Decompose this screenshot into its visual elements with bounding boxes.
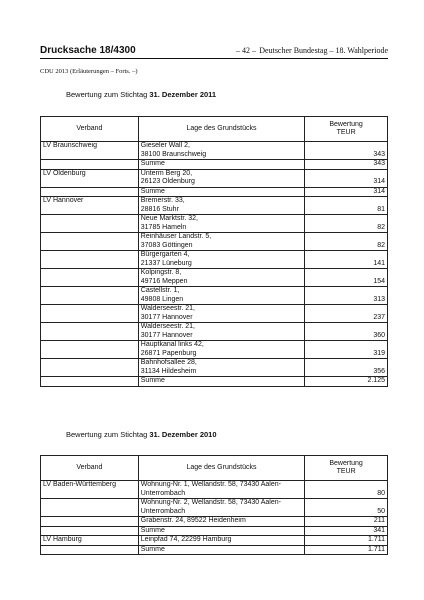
cell-lage: Unterm Berg 20, 26123 Oldenburg [138, 169, 304, 187]
column-header-lage: Lage des Grundstücks [138, 117, 304, 142]
cell-lage: Leinpfad 74, 22299 Hamburg [138, 536, 304, 546]
cell-bewertung: 50 [305, 499, 388, 517]
cell-lage: Summe [138, 377, 304, 387]
page-number: – 42 – [236, 46, 256, 55]
cell-verband: LV Oldenburg [41, 169, 139, 187]
continuation-note: CDU 2013 (Erläuterungen – Forts. –) [40, 68, 138, 75]
cell-verband [41, 499, 139, 517]
table-row [41, 169, 388, 187]
column-header-verband: Verband [41, 117, 139, 142]
cell-bewertung: 314 [305, 187, 388, 197]
cell-lage: Grabenstr. 24, 89522 Heidenheim [138, 517, 304, 527]
valuation-table-2010 [40, 455, 388, 555]
cell-verband: LV Hannover [41, 197, 139, 215]
cell-bewertung: 82 [305, 233, 388, 251]
cell-lage: Neue Marktstr. 32, 31785 Hameln [138, 215, 304, 233]
cell-lage: Summe [138, 545, 304, 555]
cell-verband [41, 287, 139, 305]
cell-verband [41, 251, 139, 269]
cell-lage: Walderseestr. 21, 30177 Hannover [138, 305, 304, 323]
cell-lage: Wohnung-Nr. 2, Wellandstr. 58, 73430 Aalen- Unterrombach [138, 499, 304, 517]
cell-lage: Kolpingstr. 8, 49716 Meppen [138, 269, 304, 287]
page-header [40, 46, 388, 59]
cell-bewertung: 81 [305, 197, 388, 215]
table-caption-2010: Bewertung zum Stichtag 31. Dezember 2010 [66, 430, 217, 439]
cell-verband [41, 359, 139, 377]
cell-bewertung: 154 [305, 269, 388, 287]
table-row [41, 305, 388, 323]
table-row [41, 142, 388, 160]
cell-lage: Summe [138, 187, 304, 197]
table-caption-2011: Bewertung zum Stichtag 31. Dezember 2011 [66, 90, 217, 99]
table-row [41, 341, 388, 359]
cell-verband [41, 187, 139, 197]
cell-verband [41, 160, 139, 170]
table-row [41, 187, 388, 197]
cell-bewertung: 82 [305, 215, 388, 233]
cell-bewertung: 343 [305, 142, 388, 160]
cell-lage: Bahnhofsallee 28, 31134 Hildesheim [138, 359, 304, 377]
table-row [41, 197, 388, 215]
cell-bewertung: 356 [305, 359, 388, 377]
table-row [41, 481, 388, 499]
table-row [41, 536, 388, 546]
table-row [41, 517, 388, 527]
cell-bewertung: 1.711 [305, 545, 388, 555]
cell-bewertung: 343 [305, 160, 388, 170]
table-row [41, 545, 388, 555]
cell-bewertung: 313 [305, 287, 388, 305]
cell-verband [41, 377, 139, 387]
table-row [41, 160, 388, 170]
table-row [41, 499, 388, 517]
cell-verband [41, 526, 139, 536]
table-row [41, 215, 388, 233]
cell-verband: LV Hamburg [41, 536, 139, 546]
cell-verband [41, 233, 139, 251]
cell-verband: LV Baden-Württemberg [41, 481, 139, 499]
parliament-label: Deutscher Bundestag – 18. Wahlperiode [259, 46, 388, 55]
table-row [41, 377, 388, 387]
cell-lage: Bremerstr. 33, 28816 Stuhr [138, 197, 304, 215]
table-row [41, 251, 388, 269]
cell-lage: Hauptkanal links 42, 26871 Papenburg [138, 341, 304, 359]
cell-bewertung: 2.125 [305, 377, 388, 387]
cell-lage: Summe [138, 160, 304, 170]
column-header-lage: Lage des Grundstücks [138, 456, 304, 481]
table-row [41, 359, 388, 377]
cell-verband [41, 517, 139, 527]
cell-bewertung: 80 [305, 481, 388, 499]
document-number: Drucksache 18/4300 [40, 45, 136, 56]
table-row [41, 233, 388, 251]
column-header-bewertung: Bewertung TEUR [305, 456, 388, 481]
cell-verband: LV Braunschweig [41, 142, 139, 160]
cell-lage: Gieseler Wall 2, 38100 Braunschweig [138, 142, 304, 160]
table-row [41, 287, 388, 305]
cell-lage: Walderseestr. 21, 30177 Hannover [138, 323, 304, 341]
cell-lage: Wohnung-Nr. 1, Wellandstr. 58, 73430 Aalen- Unterrombach [138, 481, 304, 499]
cell-bewertung: 237 [305, 305, 388, 323]
cell-lage: Summe [138, 526, 304, 536]
cell-bewertung: 341 [305, 526, 388, 536]
cell-bewertung: 314 [305, 169, 388, 187]
table-row [41, 526, 388, 536]
cell-bewertung: 141 [305, 251, 388, 269]
cell-verband [41, 305, 139, 323]
cell-verband [41, 215, 139, 233]
cell-lage: Reinhäuser Landstr. 5, 37083 Göttingen [138, 233, 304, 251]
valuation-table-2011 [40, 116, 388, 387]
cell-verband [41, 545, 139, 555]
column-header-verband: Verband [41, 456, 139, 481]
table-row [41, 269, 388, 287]
cell-bewertung: 360 [305, 323, 388, 341]
column-header-bewertung: Bewertung TEUR [305, 117, 388, 142]
cell-verband [41, 323, 139, 341]
cell-lage: Castellstr. 1, 49808 Lingen [138, 287, 304, 305]
cell-verband [41, 269, 139, 287]
cell-bewertung: 211 [305, 517, 388, 527]
cell-bewertung: 319 [305, 341, 388, 359]
cell-verband [41, 341, 139, 359]
cell-bewertung: 1.711 [305, 536, 388, 546]
cell-lage: Bürgergarten 4, 21337 Lüneburg [138, 251, 304, 269]
table-row [41, 323, 388, 341]
